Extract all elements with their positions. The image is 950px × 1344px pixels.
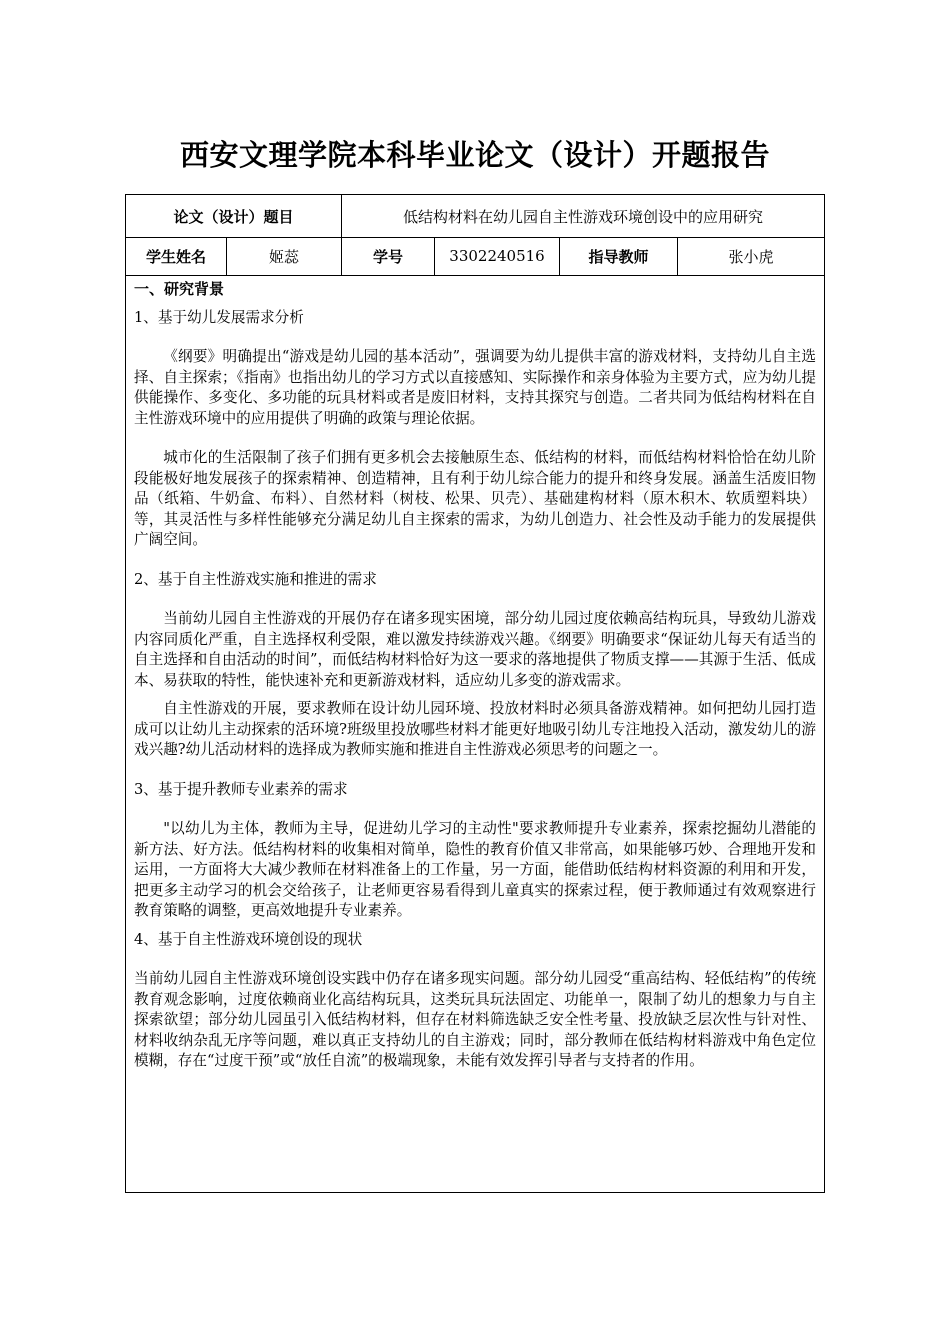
topic-value: 低结构材料在幼儿园自主性游戏环境创设中的应用研究 bbox=[341, 195, 824, 237]
student-id-label: 学号 bbox=[341, 237, 434, 275]
student-id-value: 3302240516 bbox=[434, 237, 559, 275]
student-name-value: 姬蕊 bbox=[226, 237, 341, 275]
student-name-label: 学生姓名 bbox=[145, 247, 206, 266]
advisor-label: 指导教师 bbox=[559, 237, 677, 275]
subsection-1-title: 1、基于幼儿发展需求分析 bbox=[134, 308, 304, 326]
subsection-1-paragraph-2: 城市化的生活限制了孩子们拥有更多机会去接触原生态、低结构的材料，而低结构材料恰恰在幼儿阶段能极好地发展孩子的探索精神、创造精神，且有利于幼儿综合能力的提升和终身发展。涵盖生活废旧物品（纸箱、牛奶盒、布料）、自然材料（树枝、松果、贝壳）、基础建构材料（原木积木、软质塑料块）等，其灵活性与多样性能够充分满足幼儿自主探索的需求，为幼儿创造力、社会性及动手能力的发展提供广阔空间。 bbox=[134, 449, 816, 548]
document-title: 西安文理学院本科毕业论文（设计）开题报告 bbox=[179, 138, 770, 172]
topic-label: 论文（设计）题目 bbox=[173, 207, 294, 226]
subsection-2-paragraph-1: 当前幼儿园自主性游戏的开展仍存在诸多现实困境，部分幼儿园过度依赖高结构玩具，导致幼儿游戏内容同质化严重，自主选择权利受限，难以激发持续游戏兴趣。《纲要》明确要求“保证幼儿每天有适当的自主选择和自由活动的时间”，而低结构材料恰好为这一要求的落地提供了物质支撑——其源于生活、低成本、易获取的特性，能快速补充和更新游戏材料，适应幼儿多变的游戏需求。 bbox=[134, 610, 816, 689]
research-background bbox=[134, 279, 816, 1072]
subsection-1-paragraph-1: 《纲要》明确提出“游戏是幼儿园的基本活动”，强调要为幼儿提供丰富的游戏材料，支持幼儿自主选择、自主探索；《指南》也指出幼儿的学习方式以直接感知、实际操作和亲身体验为主要方式，应为幼儿提供能操作、多变化、多功能的玩具材料或者是废旧材料，支持其探究与创造。二者共同为低结构材料在自主性游戏环境中的应用提供了明确的政策与理论依据。 bbox=[134, 348, 816, 427]
subsection-2-paragraph-2: 自主性游戏的开展，要求教师在设计幼儿园环境、投放材料时必须具备游戏精神。如何把幼儿园打造成可以让幼儿主动探索的活环境?班级里投放哪些材料才能更好地吸引幼儿专注地投入活动，激发幼儿的游戏兴趣?幼儿活动材料的选择成为教师实施和推进自主性游戏必须思考的问题之一。 bbox=[134, 700, 816, 758]
subsection-3-title: 3、基于提升教师专业素养的需求 bbox=[134, 780, 348, 798]
advisor-value: 张小虎 bbox=[677, 237, 824, 275]
subsection-2-title: 2、基于自主性游戏实施和推进的需求 bbox=[134, 570, 377, 588]
student-row bbox=[126, 237, 824, 276]
subsection-4-title: 4、基于自主性游戏环境创设的现状 bbox=[134, 930, 363, 948]
section-title: 一、研究背景 bbox=[134, 280, 225, 298]
topic-row bbox=[126, 195, 824, 238]
subsection-4-paragraph-1: 当前幼儿园自主性游戏环境创设实践中仍存在诸多现实问题。部分幼儿园受“重高结构、轻低结构”的传统教育观念影响，过度依赖商业化高结构玩具，这类玩具玩法固定、功能单一，限制了幼儿的想象力与自主探索欲望；部分幼儿园虽引入低结构材料，但存在材料筛选缺乏安全性考量、投放缺乏层次性与针对性、材料收纳杂乱无序等问题，难以真正支持幼儿的自主游戏；同时，部分教师在低结构材料游戏中角色定位模糊，存在“过度干预”或“放任自流”的极端现象，未能有效发挥引导者与支持者的作用。 bbox=[134, 970, 816, 1069]
subsection-3-paragraph-1: "以幼儿为主体，教师为主导，促进幼儿学习的主动性"要求教师提升专业素养，探索挖掘幼儿潜能的新方法、好方法。低结构材料的收集相对简单，隐性的教育价值又非常高，如果能够巧妙、合理地开发和运用，一方面将大大减少教师在材料准备上的工作量，另一方面，能借助低结构材料资源的利用和开发，把更多主动学习的机会交给孩子，让老师更容易看得到儿童真实的探索过程，便于教师通过有效观察进行教育策略的调整，更高效地提升专业素养。 bbox=[134, 820, 816, 919]
report-form bbox=[125, 194, 825, 1193]
